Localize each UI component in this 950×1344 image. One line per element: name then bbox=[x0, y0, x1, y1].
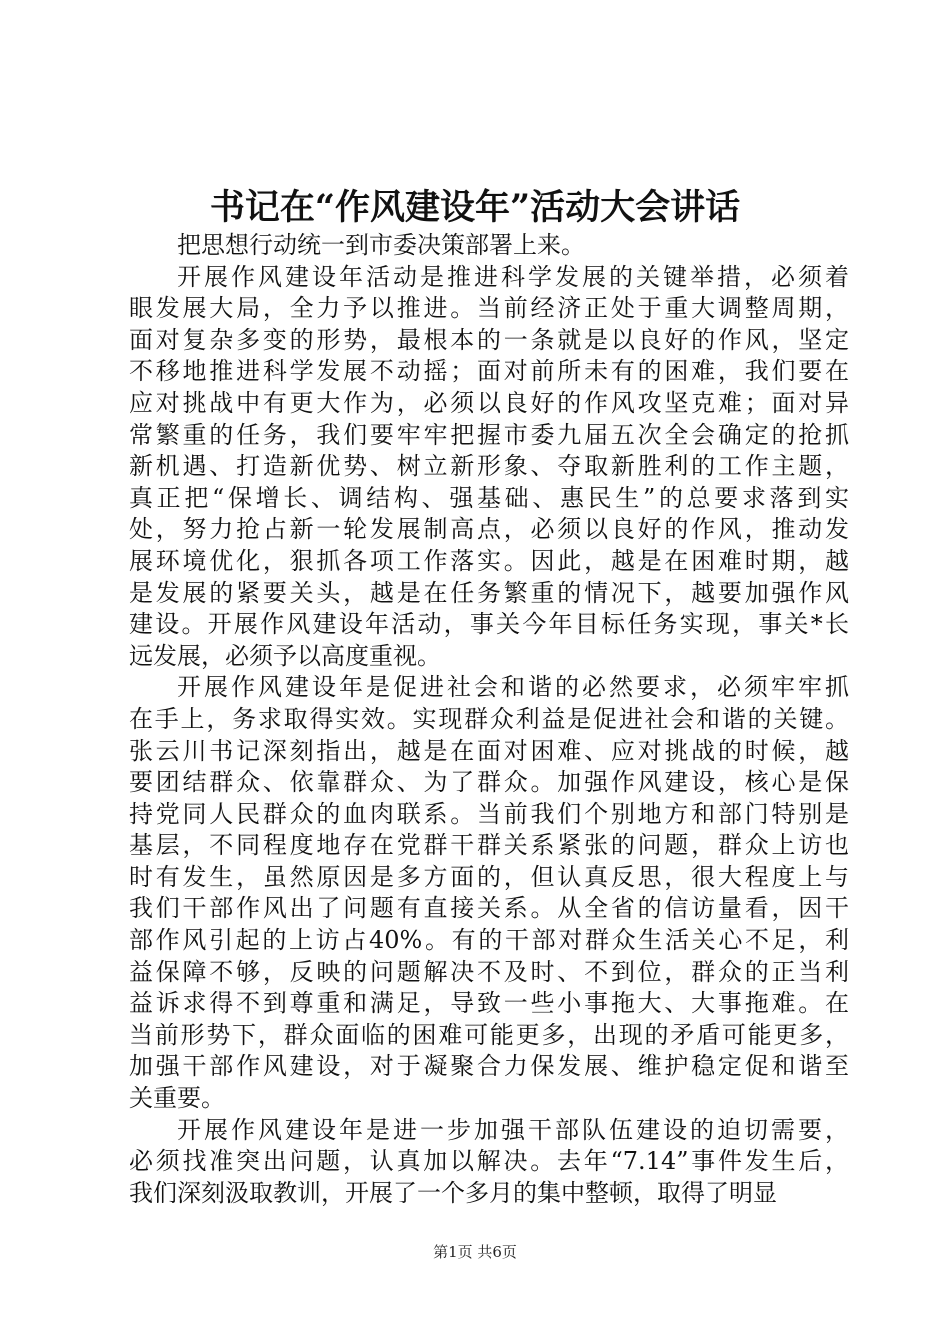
text-line: 不移地推进科学发展不动摇；面对前所未有的困难，我们要在 bbox=[129, 357, 849, 386]
text-line: 真正把“保增长、调结构、强基础、惠民生”的总要求落到实 bbox=[129, 483, 849, 512]
text-line: 关重要。 bbox=[129, 1084, 225, 1113]
text-line: 部作风引起的上访占40%。有的干部对群众生活关心不足，利 bbox=[129, 926, 849, 955]
text-line: 我们深刻汲取教训，开展了一个多月的集中整顿，取得了明显 bbox=[129, 1178, 777, 1207]
text-line: 开展作风建设年活动是推进科学发展的关键举措，必须着 bbox=[177, 262, 849, 291]
text-line: 处，努力抢占新一轮发展制高点，必须以良好的作风，推动发 bbox=[129, 515, 849, 544]
text-line: 加强干部作风建设，对于凝聚合力保发展、维护稳定促和谐至 bbox=[129, 1052, 849, 1081]
text-line: 当前形势下，群众面临的困难可能更多，出现的矛盾可能更多， bbox=[129, 1020, 849, 1049]
text-line: 新机遇、打造新优势、树立新形象、夺取新胜利的工作主题， bbox=[129, 452, 849, 481]
paragraph bbox=[129, 262, 849, 673]
text-line: 必须找准突出问题，认真加以解决。去年“7.14”事件发生后， bbox=[129, 1147, 849, 1176]
text-line: 眼发展大局，全力予以推进。当前经济正处于重大调整周期， bbox=[129, 294, 849, 323]
text-line: 展环境优化，狠抓各项工作落实。因此，越是在困难时期，越 bbox=[129, 546, 849, 575]
text-line: 是发展的紧要关头，越是在任务繁重的情况下，越要加强作风 bbox=[129, 578, 849, 607]
text-line: 开展作风建设年是促进社会和谐的必然要求，必须牢牢抓 bbox=[177, 673, 849, 702]
text-line: 张云川书记深刻指出，越是在面对困难、应对挑战的时候，越 bbox=[129, 736, 849, 765]
paragraph bbox=[129, 230, 849, 262]
text-line: 我们干部作风出了问题有直接关系。从全省的信访量看，因干 bbox=[129, 894, 849, 923]
document-body bbox=[129, 230, 849, 1209]
text-line: 常繁重的任务，我们要牢牢把握市委九届五次全会确定的抢抓 bbox=[129, 420, 849, 449]
paragraph bbox=[129, 1115, 849, 1210]
text-line: 持党同人民群众的血肉联系。当前我们个别地方和部门特别是 bbox=[129, 799, 849, 828]
text-line: 应对挑战中有更大作为，必须以良好的作风攻坚克难；面对异 bbox=[129, 388, 849, 417]
paragraph bbox=[129, 672, 849, 1114]
page-footer: 第1页 共6页 bbox=[433, 1243, 517, 1261]
text-line: 建设。开展作风建设年活动，事关今年目标任务实现，事关*长 bbox=[129, 610, 849, 639]
text-line: 面对复杂多变的形势，最根本的一条就是以良好的作风，坚定 bbox=[129, 325, 849, 354]
text-line: 益保障不够，反映的问题解决不及时、不到位，群众的正当利 bbox=[129, 957, 849, 986]
text-line: 远发展，必须予以高度重视。 bbox=[129, 641, 441, 670]
text-line: 时有发生，虽然原因是多方面的，但认真反思，很大程度上与 bbox=[129, 862, 849, 891]
text-line: 在手上，务求取得实效。实现群众利益是促进社会和谐的关键。 bbox=[129, 704, 849, 733]
text-line: 基层，不同程度地存在党群干群关系紧张的问题，群众上访也 bbox=[129, 831, 849, 860]
text-line: 益诉求得不到尊重和满足，导致一些小事拖大、大事拖难。在 bbox=[129, 989, 849, 1018]
document-title: 书记在“作风建设年”活动大会讲话 bbox=[209, 187, 741, 228]
text-line: 要团结群众、依靠群众、为了群众。加强作风建设，核心是保 bbox=[129, 768, 849, 797]
text-line: 把思想行动统一到市委决策部署上来。 bbox=[177, 231, 585, 259]
text-line: 开展作风建设年是进一步加强干部队伍建设的迫切需要， bbox=[177, 1115, 849, 1144]
